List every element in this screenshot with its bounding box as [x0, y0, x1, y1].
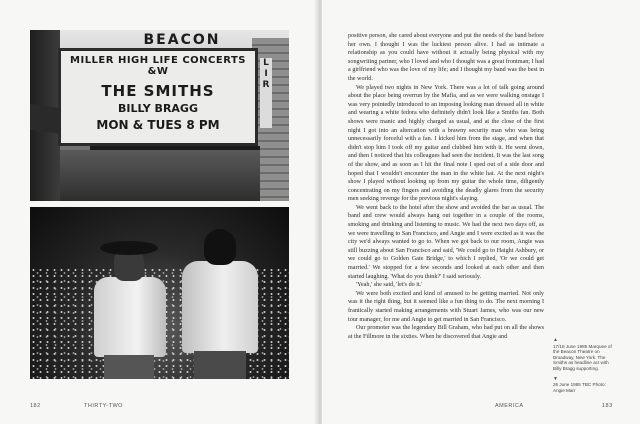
caption-text: 26 June 1985 TBC Photo: Angie Marr	[553, 382, 606, 393]
beacon-marquee-photo	[30, 30, 289, 201]
beacon-sign: BEACON	[143, 32, 221, 48]
caption-bottom	[553, 377, 615, 394]
paragraph: We were both excited and kind of amused to be getting married. Not only was it the right thing, but it seemed like a fun thing to do. The next morning I frantically started making arrangements with Stuart James, who was our new tour manager, for me and Angie to get married in San Francisco.	[348, 290, 544, 323]
right-folio-number: 183	[602, 403, 613, 409]
marquee-line-3: BILLY BRAGG	[117, 102, 198, 115]
left-folio-number: 182	[30, 403, 41, 409]
arrow-down-icon: ▼	[553, 375, 558, 382]
man-with-hat	[92, 247, 168, 379]
left-page	[0, 0, 318, 424]
two-men-city-photo	[30, 207, 289, 379]
paragraph: positive person, she cared about everyone and put the needs of the band before her own. I thought I was the luckiest person alive. I had as intimate a relationship as you could have without it actually being physical with my songwriting partner, who I loved and who I thought was a great frontman; I had a girlfriend who was the love of my life; and I thought my band was the best in the world.	[348, 33, 544, 82]
street	[60, 150, 260, 201]
body-text	[348, 32, 544, 341]
marquee-line-2: THE SMITHS	[101, 82, 215, 100]
marquee-board	[58, 48, 258, 146]
caption-top	[553, 338, 615, 372]
paragraph: We went back to the hotel after the show and avoided the bar as usual. The band and crew would always hang out together in a couple of the rooms, smoking and drinking and listening to music. We had the next two days off, as we were travelling to San Francisco, and Angie and I were excited as it was the city we'd always wanted to go to. When we got back to our room, Angie was still buzzing about San Francisco and said, 'We could go to Haight Ashbury, or we could go to Golden Gate Bridge,' to which I replied, 'Or we could get married.' We stopped for a few seconds and looked at each other and then started laughing. 'What do you think?' I said seriously.	[348, 204, 544, 280]
right-page	[322, 0, 640, 424]
man-dark-hair	[180, 229, 260, 379]
vertical-sign: L I R	[260, 58, 272, 128]
marquee-line-1: MILLER HIGH LIFE CONCERTS &W	[70, 55, 246, 77]
right-running-head: AMERICA	[495, 403, 524, 409]
hat	[100, 241, 158, 255]
arrow-up-icon: ▲	[553, 337, 558, 343]
caption-text: 17/18 June 1985 Marquee of the Beacon Theatre on Broadway, New York. The Smiths as headline act with Billy Bragg supporting.	[553, 343, 612, 371]
left-running-head: THIRTY-TWO	[84, 403, 123, 409]
paragraph: 'Yeah,' she said, 'let's do it.'	[356, 282, 423, 289]
paragraph: Our promoter was the legendary Bill Graham, who had put on all the shows at the Fillmore in the sixties. When he discovered that Angie and	[348, 325, 544, 340]
photo-captions	[553, 338, 615, 398]
marquee-line-4: MON & TUES 8 PM	[96, 118, 220, 132]
paragraph: We played two nights in New York. There was a lot of talk going around about the place being overrun by the Mafia, and as we were walking onstage I was very pointedly introduced to an imposing looking man dressed all in white and wearing a white fedora who definitely didn't look like a Smiths fan. Both shows were manic and highly charged as usual, and at the close of the first night I got into an altercation with a brawny security man who was being unnecessarily forceful with a fan. I kicked him from the stage, and when that didn't stop him I took off my guitar and clubbed him with it. He went down, and then I noticed that his colleagues had seen the incident. It was the last song of the show, and as soon as I hit the final note I sped out of a side door and hoped that I wouldn't encounter the man in the white hat. At the next night's show I played without looking up from my guitar the whole time, diligently concentrating on my fingers and avoiding the deadly glares from the security men seeking revenge for the previous night's slaying.	[348, 84, 544, 203]
